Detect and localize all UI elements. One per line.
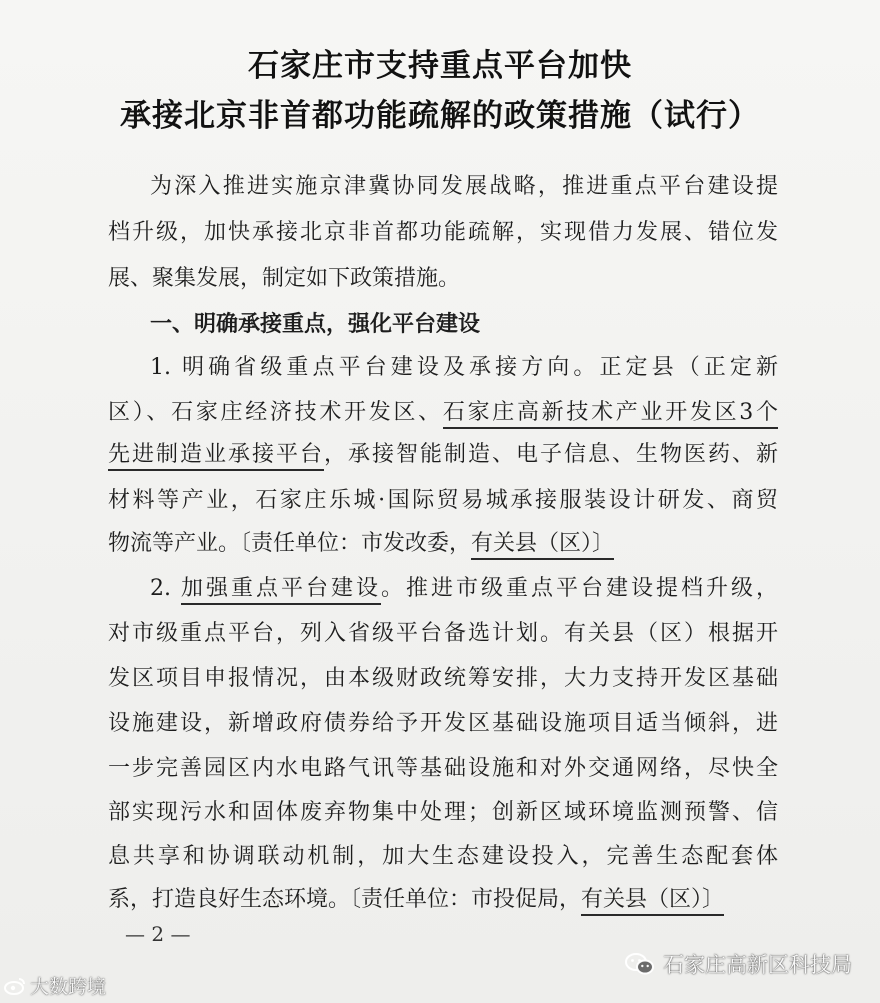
watermark-left-text: 大数跨境 (30, 976, 107, 998)
item1-line-5-text: 物流等产业。〔责任单位：市发改委， (108, 531, 472, 556)
item2-line-1 (150, 574, 778, 604)
item2-line-1-text: 。推进市级重点平台建设提档升级， (380, 576, 778, 601)
document-title-line-2: 承接北京非首都功能疏解的政策措施（试行） (120, 98, 760, 134)
item1-line-5 (108, 529, 778, 559)
weibo-icon (4, 977, 26, 995)
item2-line-7: 息共享和协调联动机制，加大生态建设投入，完善生态配套体 (108, 844, 778, 869)
intro-line-1: 为深入推进实施京津冀协同发展战略，推进重点平台建设提 (150, 174, 778, 199)
item1-line-4: 材料等产业，石家庄乐城·国际贸易城承接服装设计研发、商贸 (108, 488, 778, 513)
section-heading: 一、明确承接重点，强化平台建设 (150, 311, 481, 337)
watermark-right-text: 石家庄高新区科技局 (663, 953, 852, 977)
intro-line-2: 档升级，加快承接北京非首都功能疏解，实现借力发展、错位发 (108, 220, 778, 245)
item2-number: 2. (150, 576, 181, 601)
wechat-icon (625, 952, 655, 976)
item2-line-8 (108, 885, 778, 915)
item1-underlined-platform: 石家庄高新技术产业开发区3个 (443, 400, 778, 429)
item1-line-2-text: 区）、石家庄经济技术开发区、 (108, 400, 443, 425)
item2-line-2: 对市级重点平台，列入省级平台备选计划。有关县（区）根据开 (108, 621, 778, 646)
watermark-left (4, 972, 106, 999)
item2-line-8-text: 系，打造良好生态环境。〔责任单位：市投促局， (108, 887, 582, 912)
watermark-right (625, 949, 852, 979)
item2-underlined-heading: 加强重点平台建设 (181, 576, 381, 605)
item1-line-1: 1. 明确省级重点平台建设及承接方向。正定县（正定新 (150, 355, 778, 380)
intro-line-3: 展、聚集发展，制定如下政策措施。 (108, 266, 461, 291)
item2-line-6: 部实现污水和固体废弃物集中处理；创新区域环境监测预警、信 (108, 800, 778, 825)
item1-line-2 (108, 398, 778, 428)
page-number: — 2 — (125, 922, 191, 946)
item2-line-5: 一步完善园区内水电路气讯等基础设施和对外交通网络，尽快全 (108, 756, 778, 781)
item1-line-3 (108, 440, 778, 470)
item1-underlined-platform-cont: 先进制造业承接平台 (108, 442, 324, 471)
item2-responsible-counties: 有关县（区）〕 (581, 887, 724, 916)
item2-line-4: 设施建设，新增政府债券给予开发区基础设施项目适当倾斜，进 (108, 711, 778, 736)
item2-line-3: 发区项目申报情况，由本级财政统筹安排，大力支持开发区基础 (108, 666, 778, 691)
document-title-line-1: 石家庄市支持重点平台加快 (248, 48, 632, 84)
item1-responsible-counties: 有关县（区）〕 (471, 531, 614, 560)
item1-line-3-text: ，承接智能制造、电子信息、生物医药、新 (324, 442, 778, 467)
